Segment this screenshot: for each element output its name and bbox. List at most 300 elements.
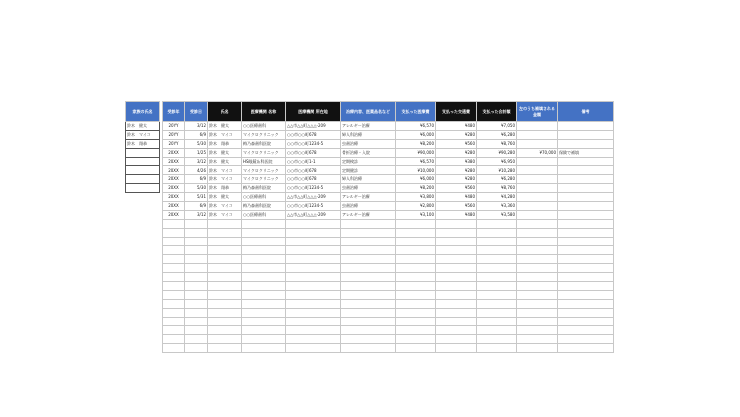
table-cell[interactable] bbox=[558, 130, 614, 139]
table-cell[interactable]: △△市△△町△△△-209 bbox=[286, 122, 341, 131]
table-cell[interactable] bbox=[517, 335, 558, 344]
table-cell[interactable]: マイクロクリニック bbox=[242, 175, 286, 184]
table-cell[interactable] bbox=[517, 122, 558, 131]
table-cell[interactable] bbox=[163, 264, 185, 273]
table-cell[interactable]: 鈴木 マイコ bbox=[208, 210, 242, 219]
table-cell[interactable] bbox=[517, 344, 558, 353]
table-cell[interactable]: ¥480 bbox=[436, 122, 477, 131]
table-cell[interactable] bbox=[396, 219, 436, 228]
table-cell[interactable] bbox=[517, 299, 558, 308]
table-cell[interactable] bbox=[558, 219, 614, 228]
table-cell[interactable]: 1/25 bbox=[185, 148, 208, 157]
table-cell[interactable] bbox=[185, 326, 208, 335]
table-cell[interactable] bbox=[517, 237, 558, 246]
family-member-cell[interactable] bbox=[126, 148, 160, 157]
table-cell[interactable]: ¥7,050 bbox=[477, 122, 517, 131]
table-cell[interactable]: ¥560 bbox=[436, 139, 477, 148]
column-header: 支払った交通費 bbox=[436, 102, 477, 122]
table-cell[interactable] bbox=[436, 344, 477, 353]
table-cell[interactable]: 3/12 bbox=[185, 157, 208, 166]
table-cell[interactable] bbox=[396, 237, 436, 246]
table-cell[interactable] bbox=[341, 237, 396, 246]
table-cell[interactable]: ¥6,950 bbox=[477, 157, 517, 166]
table-cell[interactable] bbox=[436, 246, 477, 255]
table-cell[interactable]: 5/30 bbox=[185, 184, 208, 193]
table-cell[interactable] bbox=[396, 290, 436, 299]
table-cell[interactable] bbox=[341, 290, 396, 299]
table-cell[interactable]: 20XX bbox=[163, 166, 185, 175]
table-cell[interactable] bbox=[558, 237, 614, 246]
table-cell[interactable] bbox=[477, 237, 517, 246]
table-cell[interactable] bbox=[341, 317, 396, 326]
table-cell[interactable] bbox=[436, 255, 477, 264]
table-cell[interactable] bbox=[558, 282, 614, 291]
table-cell[interactable]: 20YY bbox=[163, 122, 185, 131]
table-cell[interactable] bbox=[208, 308, 242, 317]
table-cell[interactable] bbox=[163, 326, 185, 335]
table-cell[interactable]: △△市△△町△△△-209 bbox=[286, 193, 341, 202]
table-cell[interactable]: 定期検診 bbox=[341, 157, 396, 166]
table-cell[interactable] bbox=[477, 282, 517, 291]
table-cell[interactable] bbox=[163, 219, 185, 228]
table-cell[interactable] bbox=[242, 264, 286, 273]
table-cell[interactable] bbox=[517, 210, 558, 219]
table-cell[interactable]: ○○市○○町1-1 bbox=[286, 157, 341, 166]
table-cell[interactable]: 保険で補填 bbox=[558, 148, 614, 157]
table-cell[interactable] bbox=[558, 122, 614, 131]
table-cell[interactable] bbox=[396, 246, 436, 255]
table-cell[interactable] bbox=[341, 255, 396, 264]
table-cell[interactable]: アレルギー治療 bbox=[341, 193, 396, 202]
table-cell[interactable] bbox=[286, 255, 341, 264]
table-cell[interactable] bbox=[517, 130, 558, 139]
table-cell[interactable]: 6/9 bbox=[185, 130, 208, 139]
table-cell[interactable] bbox=[517, 228, 558, 237]
table-cell[interactable]: マイクロクリニック bbox=[242, 148, 286, 157]
table-cell[interactable]: ¥8,760 bbox=[477, 139, 517, 148]
table-cell[interactable] bbox=[558, 326, 614, 335]
table-cell[interactable] bbox=[185, 335, 208, 344]
table-cell[interactable]: 20XX bbox=[163, 157, 185, 166]
table-cell[interactable]: ○○医療歯科 bbox=[242, 210, 286, 219]
family-member-cell[interactable] bbox=[126, 175, 160, 184]
table-cell[interactable] bbox=[286, 228, 341, 237]
table-cell[interactable]: 6/9 bbox=[185, 175, 208, 184]
table-cell[interactable] bbox=[558, 193, 614, 202]
table-cell[interactable]: ¥560 bbox=[436, 202, 477, 211]
table-cell[interactable]: ¥70,000 bbox=[517, 148, 558, 157]
table-cell[interactable]: 梅乃森歯科医院 bbox=[242, 202, 286, 211]
table-cell[interactable]: ¥2,800 bbox=[396, 202, 436, 211]
table-cell[interactable] bbox=[436, 326, 477, 335]
table-cell[interactable]: 20XX bbox=[163, 202, 185, 211]
table-cell[interactable]: ○○市○○町1234-5 bbox=[286, 139, 341, 148]
table-cell[interactable]: アレルギー治療 bbox=[341, 122, 396, 131]
table-cell[interactable] bbox=[341, 282, 396, 291]
table-cell[interactable]: 婦人科治療 bbox=[341, 130, 396, 139]
table-cell[interactable] bbox=[558, 184, 614, 193]
table-cell[interactable]: ¥6,000 bbox=[396, 130, 436, 139]
table-cell[interactable]: ¥90,000 bbox=[396, 148, 436, 157]
table-cell[interactable]: 婦人科治療 bbox=[341, 175, 396, 184]
table-cell[interactable] bbox=[517, 219, 558, 228]
table-cell[interactable] bbox=[396, 335, 436, 344]
family-member-cell[interactable]: 鈴木 健太 bbox=[126, 122, 160, 131]
table-cell[interactable] bbox=[517, 264, 558, 273]
table-cell[interactable]: 鈴木 マイコ bbox=[208, 166, 242, 175]
table-cell[interactable] bbox=[185, 273, 208, 282]
table-cell[interactable]: 鈴木 マイコ bbox=[208, 175, 242, 184]
table-cell[interactable]: ○○市○○町678 bbox=[286, 148, 341, 157]
table-cell[interactable] bbox=[208, 326, 242, 335]
table-cell[interactable] bbox=[163, 317, 185, 326]
empty-row bbox=[163, 237, 614, 246]
table-cell[interactable]: 鈴木 翔恭 bbox=[208, 139, 242, 148]
table-cell[interactable] bbox=[558, 166, 614, 175]
table-cell[interactable]: 虫歯治療 bbox=[341, 202, 396, 211]
table-cell[interactable]: 鈴木 健太 bbox=[208, 193, 242, 202]
table-cell[interactable]: ○○医療歯科 bbox=[242, 122, 286, 131]
table-cell[interactable] bbox=[163, 273, 185, 282]
table-cell[interactable]: ¥560 bbox=[436, 184, 477, 193]
table-cell[interactable]: 骨折治療・入院 bbox=[341, 148, 396, 157]
table-cell[interactable] bbox=[242, 308, 286, 317]
table-cell[interactable] bbox=[185, 255, 208, 264]
table-cell[interactable]: ¥480 bbox=[436, 193, 477, 202]
table-cell[interactable] bbox=[242, 237, 286, 246]
table-cell[interactable] bbox=[558, 255, 614, 264]
table-cell[interactable] bbox=[341, 273, 396, 282]
table-cell[interactable] bbox=[185, 290, 208, 299]
family-member-cell[interactable] bbox=[126, 157, 160, 166]
table-cell[interactable]: 鈴木 健太 bbox=[208, 157, 242, 166]
table-cell[interactable] bbox=[185, 228, 208, 237]
table-cell[interactable] bbox=[163, 335, 185, 344]
table-cell[interactable] bbox=[517, 166, 558, 175]
table-cell[interactable] bbox=[477, 264, 517, 273]
table-cell[interactable] bbox=[163, 237, 185, 246]
table-cell[interactable] bbox=[185, 299, 208, 308]
table-cell[interactable]: ¥6,280 bbox=[477, 175, 517, 184]
table-cell[interactable]: 20YY bbox=[163, 139, 185, 148]
table-cell[interactable] bbox=[396, 228, 436, 237]
table-cell[interactable] bbox=[436, 308, 477, 317]
table-cell[interactable] bbox=[517, 246, 558, 255]
table-cell[interactable] bbox=[517, 202, 558, 211]
table-cell[interactable] bbox=[436, 273, 477, 282]
table-cell[interactable] bbox=[477, 335, 517, 344]
table-cell[interactable] bbox=[286, 273, 341, 282]
table-row bbox=[163, 184, 614, 193]
table-cell[interactable] bbox=[558, 299, 614, 308]
table-cell[interactable] bbox=[242, 246, 286, 255]
table-cell[interactable] bbox=[286, 264, 341, 273]
table-cell[interactable] bbox=[517, 193, 558, 202]
table-cell[interactable] bbox=[208, 246, 242, 255]
table-cell[interactable]: 4/26 bbox=[185, 166, 208, 175]
table-cell[interactable]: 鈴木 マイコ bbox=[208, 130, 242, 139]
table-cell[interactable] bbox=[185, 219, 208, 228]
table-cell[interactable] bbox=[185, 308, 208, 317]
table-cell[interactable] bbox=[517, 184, 558, 193]
table-cell[interactable]: 鈴木 健太 bbox=[208, 148, 242, 157]
table-cell[interactable]: 定期健診 bbox=[341, 166, 396, 175]
table-cell[interactable]: HS眼鏡＆科医院 bbox=[242, 157, 286, 166]
table-cell[interactable]: マイクロクリニック bbox=[242, 130, 286, 139]
table-cell[interactable] bbox=[341, 335, 396, 344]
table-cell[interactable] bbox=[341, 326, 396, 335]
table-cell[interactable] bbox=[163, 290, 185, 299]
table-cell[interactable] bbox=[517, 139, 558, 148]
family-member-cell[interactable] bbox=[126, 184, 160, 193]
table-cell[interactable] bbox=[208, 228, 242, 237]
table-cell[interactable] bbox=[163, 308, 185, 317]
table-cell[interactable] bbox=[208, 264, 242, 273]
table-cell[interactable] bbox=[242, 255, 286, 264]
table-cell[interactable] bbox=[286, 335, 341, 344]
table-cell[interactable] bbox=[558, 139, 614, 148]
table-cell[interactable] bbox=[477, 344, 517, 353]
table-cell[interactable] bbox=[436, 335, 477, 344]
table-cell[interactable] bbox=[396, 299, 436, 308]
table-cell[interactable] bbox=[558, 273, 614, 282]
table-cell[interactable]: 5/31 bbox=[185, 193, 208, 202]
table-cell[interactable] bbox=[396, 308, 436, 317]
empty-row bbox=[163, 219, 614, 228]
table-cell[interactable] bbox=[558, 246, 614, 255]
table-cell[interactable] bbox=[477, 290, 517, 299]
table-cell[interactable]: △△市△△町△△△-209 bbox=[286, 210, 341, 219]
table-cell[interactable] bbox=[517, 255, 558, 264]
table-cell[interactable] bbox=[242, 335, 286, 344]
table-cell[interactable]: ¥90,280 bbox=[477, 148, 517, 157]
table-cell[interactable]: ¥280 bbox=[436, 130, 477, 139]
table-cell[interactable] bbox=[558, 335, 614, 344]
table-cell[interactable] bbox=[436, 237, 477, 246]
family-member-cell[interactable]: 鈴木 マイコ bbox=[126, 130, 160, 139]
table-cell[interactable] bbox=[558, 175, 614, 184]
table-cell[interactable] bbox=[341, 264, 396, 273]
table-cell[interactable] bbox=[163, 344, 185, 353]
table-cell[interactable]: ¥3,100 bbox=[396, 210, 436, 219]
table-cell[interactable] bbox=[517, 326, 558, 335]
table-cell[interactable]: ○○医療歯科 bbox=[242, 193, 286, 202]
table-cell[interactable] bbox=[396, 282, 436, 291]
table-cell[interactable] bbox=[286, 246, 341, 255]
table-cell[interactable]: マイクロクリニック bbox=[242, 166, 286, 175]
table-cell[interactable] bbox=[208, 282, 242, 291]
table-cell[interactable] bbox=[517, 290, 558, 299]
table-cell[interactable] bbox=[163, 299, 185, 308]
table-cell[interactable] bbox=[477, 246, 517, 255]
table-cell[interactable]: 鈴木 健太 bbox=[208, 122, 242, 131]
table-cell[interactable] bbox=[341, 308, 396, 317]
table-cell[interactable] bbox=[396, 264, 436, 273]
table-cell[interactable] bbox=[341, 299, 396, 308]
table-cell[interactable]: 20XX bbox=[163, 148, 185, 157]
table-cell[interactable]: ¥6,000 bbox=[396, 175, 436, 184]
table-cell[interactable] bbox=[208, 290, 242, 299]
table-cell[interactable]: ○○市○○町678 bbox=[286, 130, 341, 139]
table-cell[interactable]: ¥280 bbox=[436, 148, 477, 157]
table-cell[interactable] bbox=[286, 308, 341, 317]
table-cell[interactable] bbox=[436, 264, 477, 273]
table-cell[interactable]: 虫歯治療 bbox=[341, 139, 396, 148]
table-cell[interactable]: ○○市○○町1234-5 bbox=[286, 184, 341, 193]
table-cell[interactable] bbox=[242, 273, 286, 282]
family-member-cell[interactable] bbox=[126, 166, 160, 175]
table-cell[interactable] bbox=[163, 246, 185, 255]
table-cell[interactable] bbox=[477, 326, 517, 335]
table-cell[interactable] bbox=[558, 202, 614, 211]
table-cell[interactable] bbox=[477, 308, 517, 317]
table-cell[interactable] bbox=[242, 290, 286, 299]
table-cell[interactable]: 20XX bbox=[163, 184, 185, 193]
table-cell[interactable]: ¥6,570 bbox=[396, 122, 436, 131]
table-cell[interactable] bbox=[436, 299, 477, 308]
table-cell[interactable]: ¥10,280 bbox=[477, 166, 517, 175]
table-cell[interactable] bbox=[477, 219, 517, 228]
table-cell[interactable]: 20XX bbox=[163, 175, 185, 184]
table-cell[interactable] bbox=[208, 344, 242, 353]
table-cell[interactable] bbox=[208, 335, 242, 344]
table-cell[interactable] bbox=[185, 344, 208, 353]
table-cell[interactable] bbox=[396, 326, 436, 335]
table-cell[interactable]: ¥6,570 bbox=[396, 157, 436, 166]
table-cell[interactable] bbox=[558, 264, 614, 273]
table-cell[interactable] bbox=[242, 344, 286, 353]
table-cell[interactable] bbox=[436, 219, 477, 228]
table-cell[interactable] bbox=[517, 308, 558, 317]
table-cell[interactable] bbox=[558, 210, 614, 219]
table-cell[interactable] bbox=[208, 237, 242, 246]
table-cell[interactable] bbox=[208, 219, 242, 228]
table-cell[interactable]: 6/9 bbox=[185, 202, 208, 211]
table-cell[interactable]: 5/30 bbox=[185, 139, 208, 148]
table-cell[interactable] bbox=[163, 282, 185, 291]
table-cell[interactable]: ¥3,800 bbox=[396, 193, 436, 202]
table-cell[interactable] bbox=[208, 299, 242, 308]
table-cell[interactable] bbox=[396, 344, 436, 353]
table-cell[interactable] bbox=[396, 317, 436, 326]
table-cell[interactable] bbox=[517, 317, 558, 326]
table-cell[interactable] bbox=[286, 317, 341, 326]
table-cell[interactable] bbox=[436, 282, 477, 291]
table-cell[interactable]: 20YY bbox=[163, 130, 185, 139]
table-cell[interactable] bbox=[163, 228, 185, 237]
table-cell[interactable] bbox=[286, 282, 341, 291]
table-cell[interactable] bbox=[286, 237, 341, 246]
table-cell[interactable] bbox=[477, 228, 517, 237]
table-cell[interactable] bbox=[163, 255, 185, 264]
table-cell[interactable] bbox=[558, 344, 614, 353]
table-cell[interactable]: 鈴木 翔恭 bbox=[208, 184, 242, 193]
table-cell[interactable] bbox=[341, 219, 396, 228]
table-cell[interactable]: ¥380 bbox=[436, 157, 477, 166]
table-cell[interactable] bbox=[517, 175, 558, 184]
table-cell[interactable] bbox=[286, 326, 341, 335]
table-cell[interactable] bbox=[341, 228, 396, 237]
table-cell[interactable] bbox=[341, 246, 396, 255]
table-cell[interactable] bbox=[242, 326, 286, 335]
table-cell[interactable] bbox=[242, 317, 286, 326]
table-cell[interactable] bbox=[558, 308, 614, 317]
table-cell[interactable]: ¥280 bbox=[436, 166, 477, 175]
table-cell[interactable] bbox=[558, 157, 614, 166]
table-cell[interactable] bbox=[517, 273, 558, 282]
table-cell[interactable]: ¥8,200 bbox=[396, 184, 436, 193]
table-cell[interactable] bbox=[396, 273, 436, 282]
table-cell[interactable] bbox=[185, 246, 208, 255]
table-cell[interactable] bbox=[477, 299, 517, 308]
table-cell[interactable] bbox=[242, 282, 286, 291]
table-cell[interactable] bbox=[477, 273, 517, 282]
table-cell[interactable]: ○○市○○町678 bbox=[286, 166, 341, 175]
table-cell[interactable]: 20XX bbox=[163, 210, 185, 219]
table-cell[interactable] bbox=[286, 219, 341, 228]
family-name-table bbox=[125, 101, 160, 193]
table-cell[interactable]: ○○市○○町678 bbox=[286, 175, 341, 184]
table-cell[interactable] bbox=[208, 317, 242, 326]
table-cell[interactable] bbox=[558, 228, 614, 237]
table-cell[interactable]: ¥3,580 bbox=[477, 210, 517, 219]
table-cell[interactable] bbox=[477, 255, 517, 264]
table-cell[interactable] bbox=[517, 282, 558, 291]
table-cell[interactable]: 3/12 bbox=[185, 122, 208, 131]
table-cell[interactable] bbox=[242, 228, 286, 237]
table-cell[interactable]: ○○市○○町1234-5 bbox=[286, 202, 341, 211]
table-cell[interactable] bbox=[558, 290, 614, 299]
table-cell[interactable] bbox=[477, 317, 517, 326]
table-cell[interactable]: ¥3,360 bbox=[477, 202, 517, 211]
table-cell[interactable]: ¥4,280 bbox=[477, 193, 517, 202]
empty-row bbox=[163, 255, 614, 264]
table-cell[interactable] bbox=[208, 255, 242, 264]
table-cell[interactable]: 3/12 bbox=[185, 210, 208, 219]
table-cell[interactable]: 鈴木 マイコ bbox=[208, 202, 242, 211]
table-cell[interactable] bbox=[185, 317, 208, 326]
family-member-cell[interactable]: 鈴木 翔恭 bbox=[126, 139, 160, 148]
table-cell[interactable] bbox=[242, 299, 286, 308]
table-cell[interactable]: ¥8,200 bbox=[396, 139, 436, 148]
table-cell[interactable] bbox=[185, 282, 208, 291]
table-cell[interactable] bbox=[185, 264, 208, 273]
table-cell[interactable] bbox=[396, 255, 436, 264]
table-cell[interactable] bbox=[242, 219, 286, 228]
table-cell[interactable] bbox=[341, 344, 396, 353]
table-cell[interactable]: ¥6,280 bbox=[477, 130, 517, 139]
table-cell[interactable] bbox=[286, 344, 341, 353]
table-cell[interactable]: 20XX bbox=[163, 193, 185, 202]
table-cell[interactable]: 虫歯治療 bbox=[341, 184, 396, 193]
table-cell[interactable]: アレルギー治療 bbox=[341, 210, 396, 219]
table-cell[interactable]: ¥280 bbox=[436, 175, 477, 184]
table-cell[interactable] bbox=[208, 273, 242, 282]
table-cell[interactable] bbox=[286, 290, 341, 299]
table-cell[interactable] bbox=[558, 317, 614, 326]
table-cell[interactable] bbox=[185, 237, 208, 246]
table-cell[interactable] bbox=[286, 299, 341, 308]
table-cell[interactable]: ¥480 bbox=[436, 210, 477, 219]
table-cell[interactable] bbox=[436, 317, 477, 326]
table-cell[interactable] bbox=[517, 157, 558, 166]
table-cell[interactable]: 梅乃森歯科医院 bbox=[242, 139, 286, 148]
table-cell[interactable]: 梅乃森歯科医院 bbox=[242, 184, 286, 193]
table-cell[interactable]: ¥10,000 bbox=[396, 166, 436, 175]
table-cell[interactable] bbox=[436, 228, 477, 237]
table-cell[interactable] bbox=[436, 290, 477, 299]
table-cell[interactable]: ¥8,760 bbox=[477, 184, 517, 193]
